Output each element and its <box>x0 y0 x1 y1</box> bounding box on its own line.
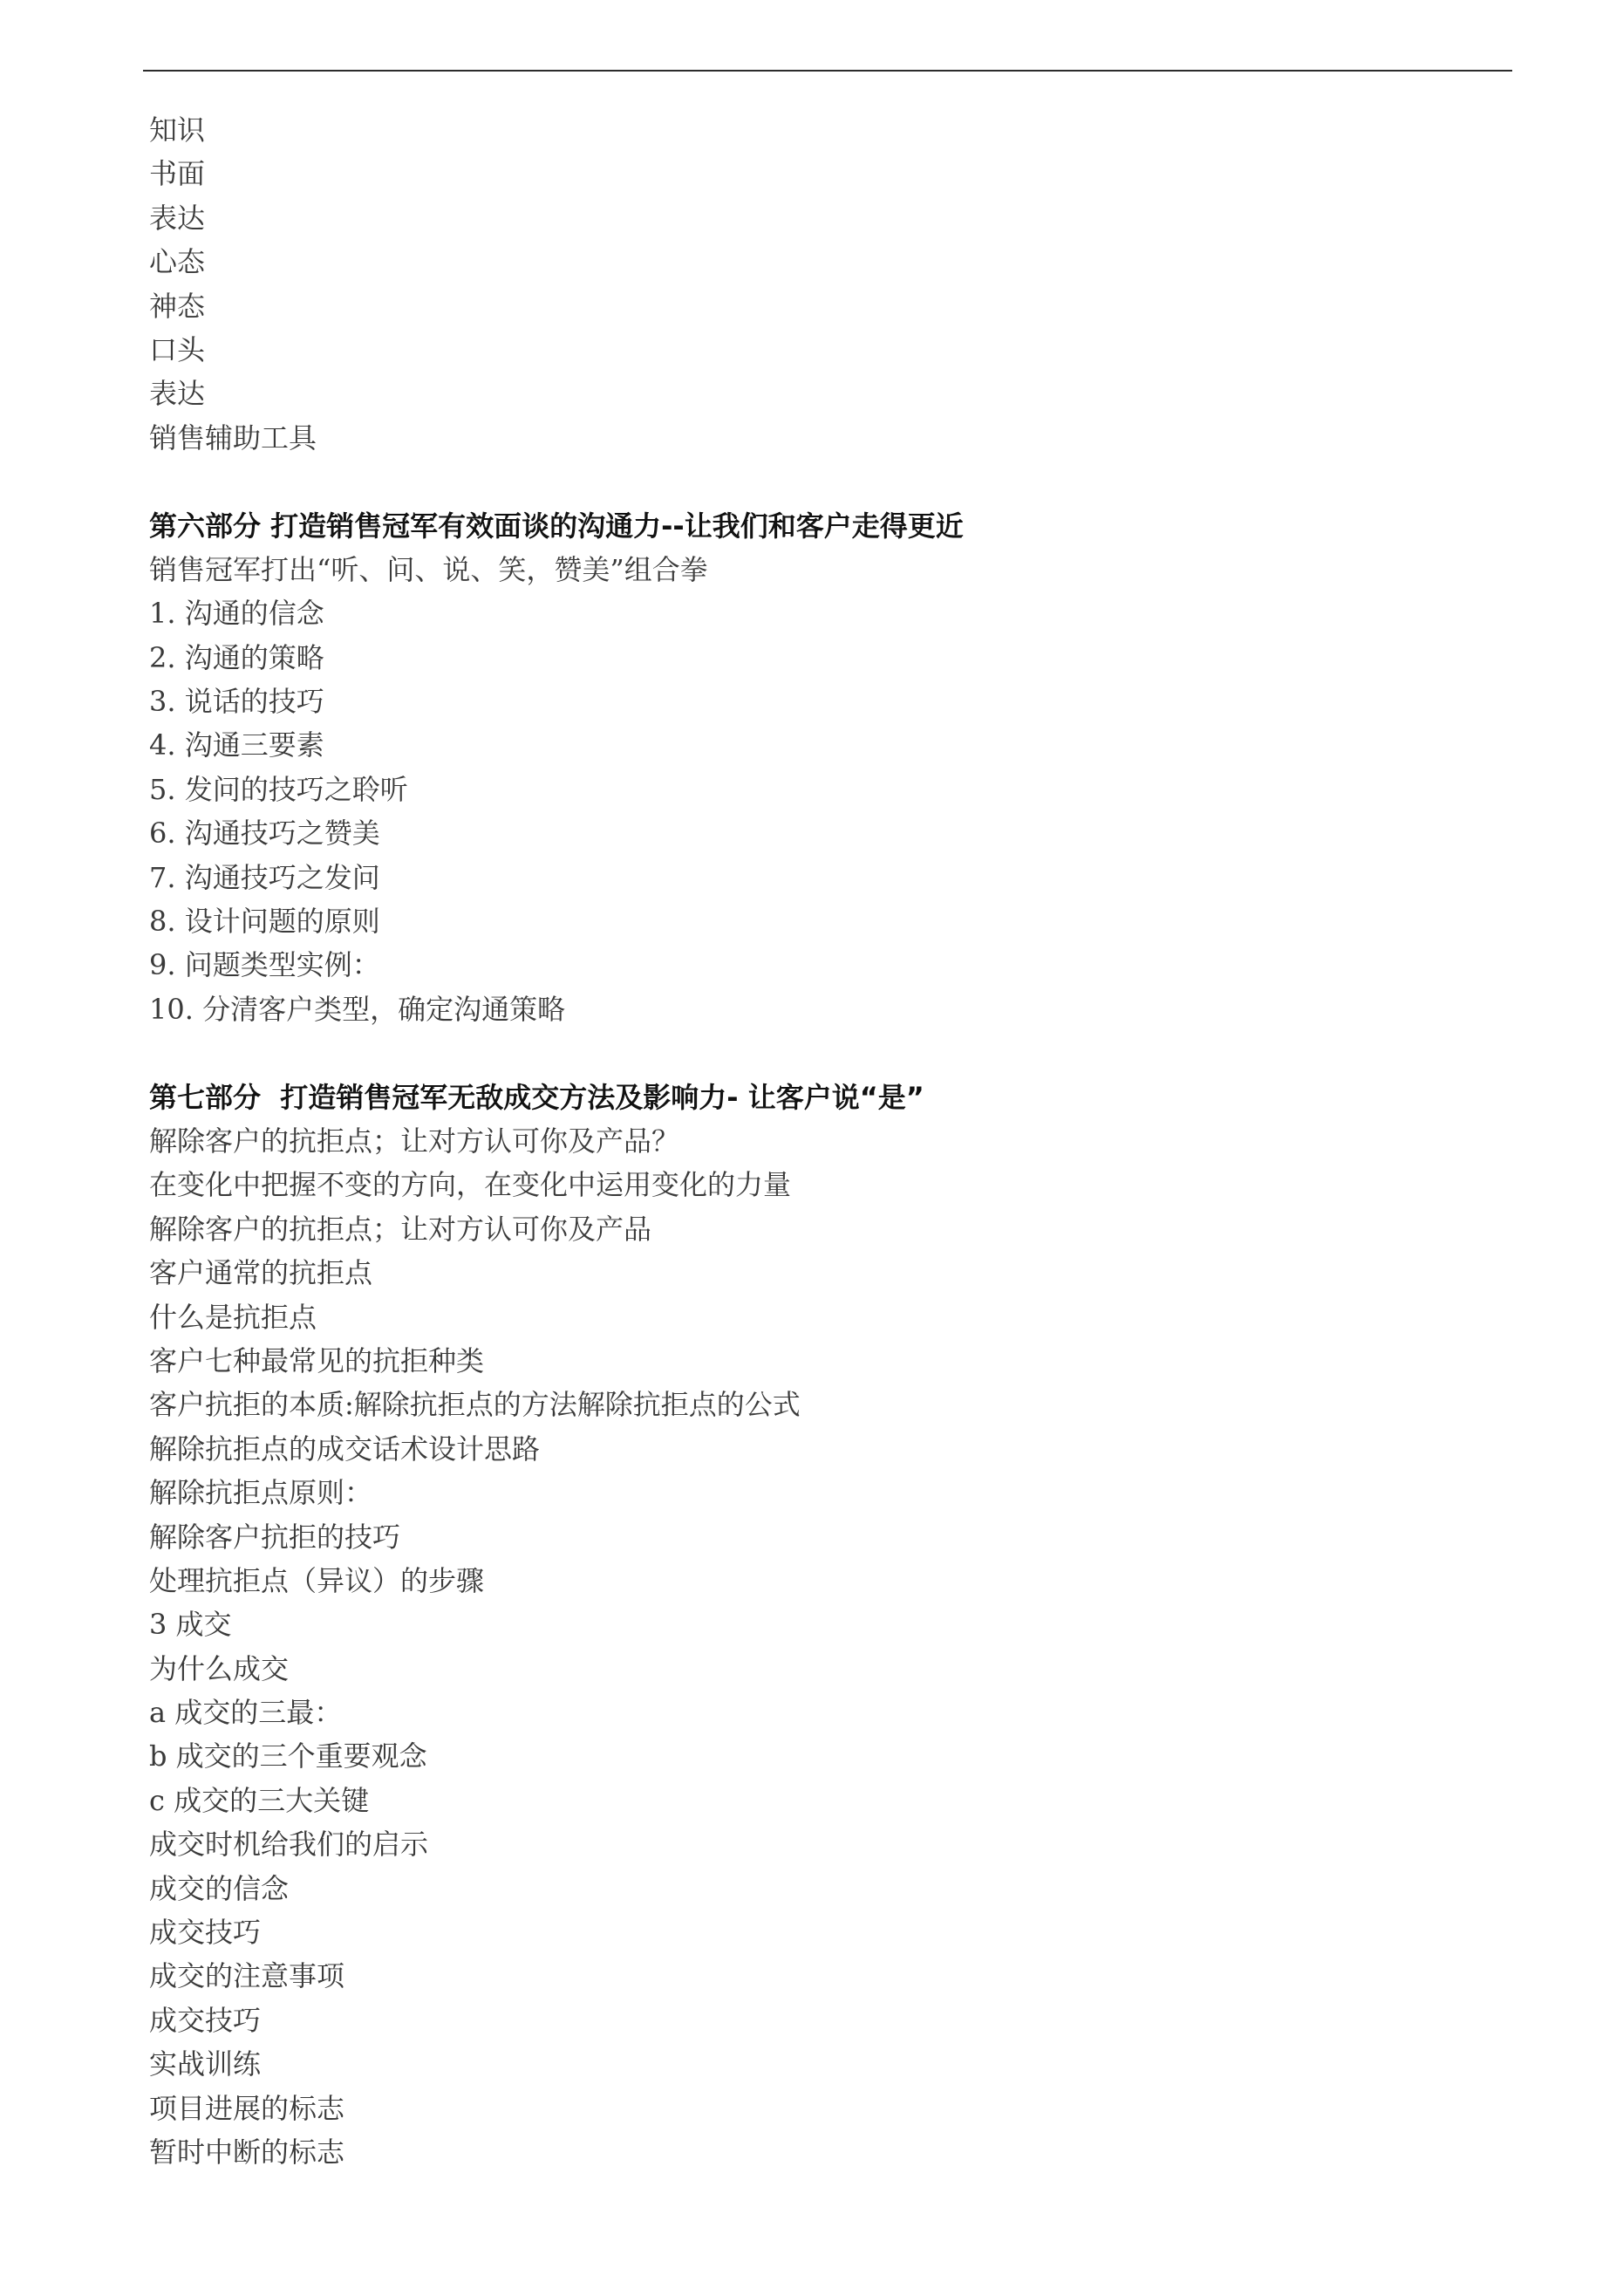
header-rule <box>143 70 1512 72</box>
list-item: 销售冠军打出“听、问、说、笑，赞美”组合拳 <box>149 552 708 586</box>
list-item: 解除抗拒点的成交话术设计思路 <box>149 1432 541 1466</box>
list-item: 成交的注意事项 <box>149 1959 345 1993</box>
list-item: 暂时中断的标志 <box>149 2135 345 2169</box>
list-item: 知识 <box>149 113 206 147</box>
blank-line <box>149 1031 1457 1075</box>
list-item: 什么是抗拒点 <box>149 1300 317 1334</box>
list-item: 口头 <box>149 332 206 366</box>
list-item: a 成交的三最： <box>149 1696 343 1730</box>
list-item: 销售辅助工具 <box>149 420 317 454</box>
list-item: 6. 沟通技巧之赞美 <box>149 817 380 851</box>
list-item: 5. 发问的技巧之聆听 <box>149 772 408 806</box>
list-item: 客户抗拒的本质:解除抗拒点的方法解除抗拒点的公式 <box>149 1388 801 1422</box>
section-6-heading: 第六部分 打造销售冠军有效面谈的沟通力--让我们和客户走得更近 <box>149 509 964 543</box>
section-7-heading: 第七部分 打造销售冠军无敌成交方法及影响力- 让客户说“是” <box>149 1080 924 1114</box>
list-item: b 成交的三个重要观念 <box>149 1739 427 1773</box>
list-item: 2. 沟通的策略 <box>149 640 324 674</box>
blank-line <box>149 460 1457 503</box>
list-item: 神态 <box>149 289 206 323</box>
document-content <box>149 108 1457 2174</box>
list-item: 3 成交 <box>149 1608 232 1642</box>
list-item: 8. 设计问题的原则 <box>149 905 380 939</box>
section-6-list <box>149 548 1457 1031</box>
list-item: 成交技巧 <box>149 1916 262 1950</box>
list-item: c 成交的三大关键 <box>149 1783 370 1817</box>
list-item: 心态 <box>149 245 206 279</box>
list-item: 解除客户的抗拒点；让对方认可你及产品 <box>149 1212 652 1246</box>
list-item: 10. 分清客户类型，确定沟通策略 <box>149 992 566 1026</box>
list-item: 在变化中把握不变的方向，在变化中运用变化的力量 <box>149 1168 792 1202</box>
list-item: 书面 <box>149 157 206 191</box>
list-item: 客户通常的抗拒点 <box>149 1256 373 1290</box>
list-item: 实战训练 <box>149 2047 262 2081</box>
list-item: 表达 <box>149 201 206 235</box>
list-item: 客户七种最常见的抗拒种类 <box>149 1343 485 1377</box>
list-item: 成交时机给我们的启示 <box>149 1828 429 1862</box>
list-item: 7. 沟通技巧之发问 <box>149 860 380 894</box>
list-item: 3. 说话的技巧 <box>149 685 324 719</box>
list-item: 为什么成交 <box>149 1651 290 1685</box>
list-item: 9. 问题类型实例： <box>149 948 380 982</box>
list-item: 成交的信念 <box>149 1871 290 1905</box>
list-item: 处理抗拒点（异议）的步骤 <box>149 1563 485 1597</box>
list-item: 表达 <box>149 377 206 411</box>
list-item: 成交技巧 <box>149 2003 262 2037</box>
intro-list <box>149 108 1457 460</box>
list-item: 解除客户的抗拒点；让对方认可你及产品？ <box>149 1124 680 1158</box>
list-item: 解除抗拒点原则： <box>149 1476 373 1510</box>
section-7-list <box>149 1119 1457 2174</box>
list-item: 1. 沟通的信念 <box>149 597 324 631</box>
list-item: 项目进展的标志 <box>149 2091 345 2125</box>
list-item: 4. 沟通三要素 <box>149 728 324 762</box>
list-item: 解除客户抗拒的技巧 <box>149 1520 401 1554</box>
